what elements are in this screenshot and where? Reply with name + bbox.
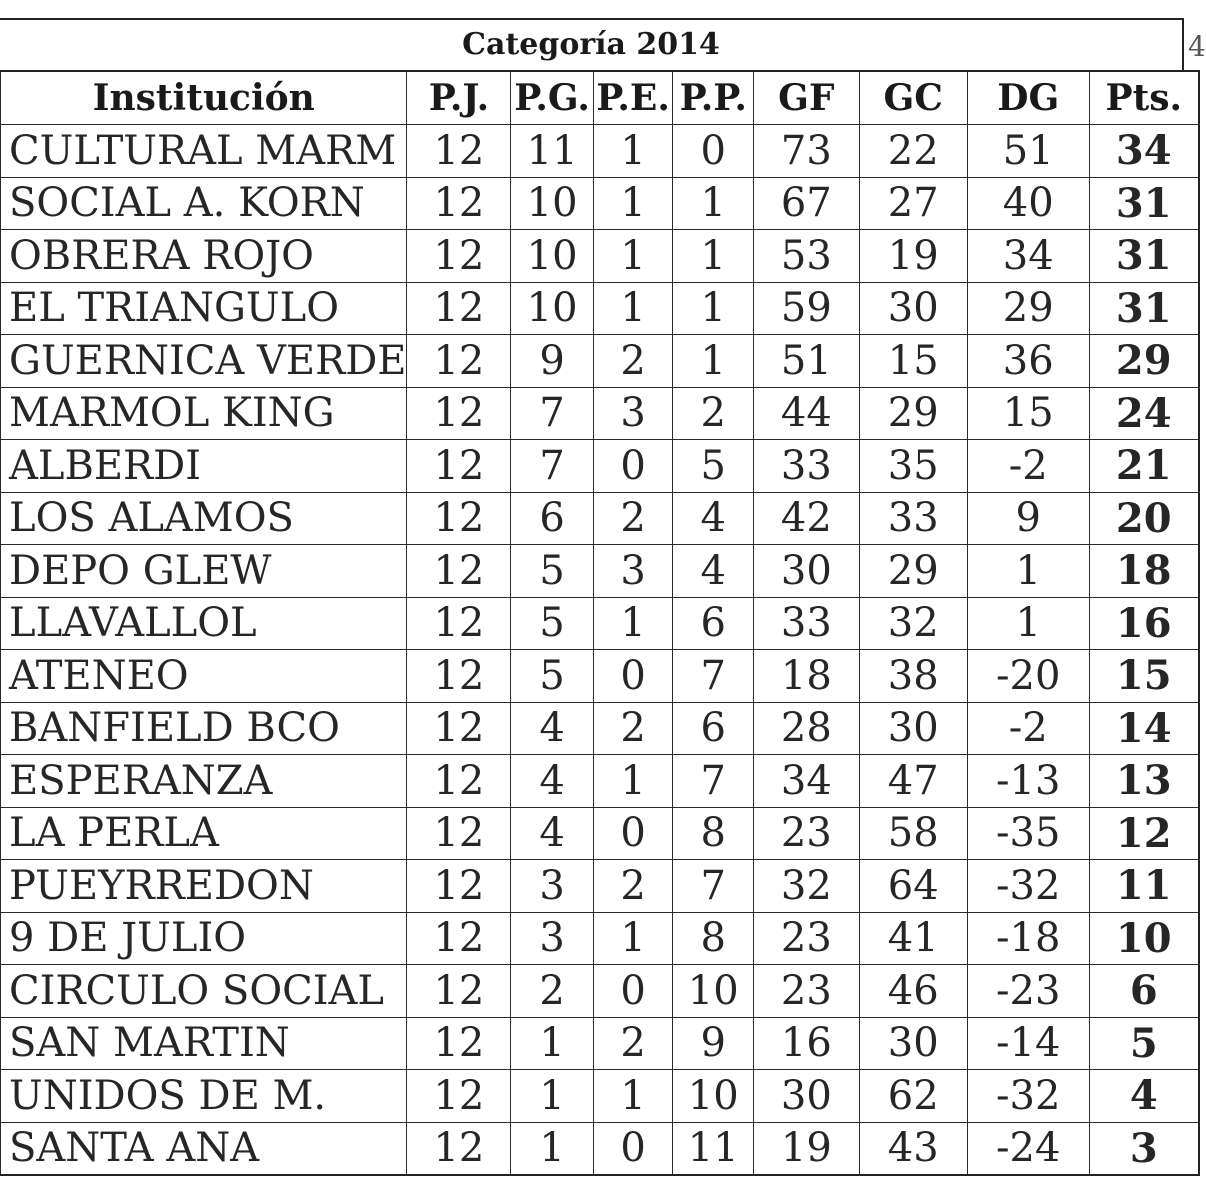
header-row [1, 71, 1200, 125]
cell-institucion: SAN MARTIN [1, 1017, 407, 1070]
cell-gf: 16 [754, 1017, 859, 1070]
table-row [1, 912, 1200, 965]
cell-pp: 2 [673, 387, 754, 440]
cell-pp: 10 [673, 965, 754, 1018]
cell-pp: 7 [673, 860, 754, 913]
cell-pe: 1 [593, 282, 673, 335]
cell-gc: 47 [859, 755, 967, 808]
cell-gf: 32 [754, 860, 859, 913]
cell-pj: 12 [407, 702, 511, 755]
cell-pj: 12 [407, 1017, 511, 1070]
cell-pj: 12 [407, 650, 511, 703]
cell-pts: 13 [1089, 755, 1199, 808]
cell-pts: 11 [1089, 860, 1199, 913]
cell-gc: 19 [859, 230, 967, 283]
cell-pe: 0 [593, 1122, 673, 1175]
cell-pg: 7 [511, 387, 593, 440]
cell-gf: 44 [754, 387, 859, 440]
cell-pj: 12 [407, 545, 511, 598]
cell-gf: 59 [754, 282, 859, 335]
cell-gc: 29 [859, 545, 967, 598]
cell-dg: 29 [967, 282, 1089, 335]
cell-gf: 51 [754, 335, 859, 388]
cell-pg: 1 [511, 1017, 593, 1070]
cell-institucion: OBRERA ROJO [1, 230, 407, 283]
cell-gf: 33 [754, 597, 859, 650]
cell-pg: 2 [511, 965, 593, 1018]
cell-pj: 12 [407, 282, 511, 335]
cell-pg: 1 [511, 1122, 593, 1175]
cell-pj: 12 [407, 335, 511, 388]
col-header-pts: Pts. [1089, 71, 1199, 125]
cell-pe: 2 [593, 702, 673, 755]
standings-table [0, 70, 1200, 1176]
cell-pts: 6 [1089, 965, 1199, 1018]
cell-pp: 5 [673, 440, 754, 493]
cell-pts: 14 [1089, 702, 1199, 755]
cell-dg: -24 [967, 1122, 1089, 1175]
cell-gc: 30 [859, 702, 967, 755]
table-row [1, 755, 1200, 808]
cell-pe: 2 [593, 1017, 673, 1070]
cell-gf: 23 [754, 912, 859, 965]
cell-pg: 5 [511, 650, 593, 703]
cell-pj: 12 [407, 387, 511, 440]
cell-pts: 20 [1089, 492, 1199, 545]
cell-dg: 36 [967, 335, 1089, 388]
col-header-dg: DG [967, 71, 1089, 125]
cell-pe: 1 [593, 1070, 673, 1123]
cell-pp: 11 [673, 1122, 754, 1175]
col-header-pg: P.G. [511, 71, 593, 125]
cell-dg: -2 [967, 440, 1089, 493]
cell-pp: 0 [673, 125, 754, 178]
cell-pg: 10 [511, 282, 593, 335]
cell-pg: 3 [511, 860, 593, 913]
cell-pe: 1 [593, 912, 673, 965]
cell-gf: 67 [754, 177, 859, 230]
table-row [1, 125, 1200, 178]
cell-pg: 4 [511, 755, 593, 808]
cell-pts: 18 [1089, 545, 1199, 598]
cell-pg: 10 [511, 230, 593, 283]
cell-pj: 12 [407, 1122, 511, 1175]
cell-pg: 7 [511, 440, 593, 493]
cell-institucion: ALBERDI [1, 440, 407, 493]
cell-dg: -32 [967, 1070, 1089, 1123]
cell-pg: 11 [511, 125, 593, 178]
cell-pg: 10 [511, 177, 593, 230]
cell-dg: -20 [967, 650, 1089, 703]
cell-pg: 3 [511, 912, 593, 965]
cell-pe: 1 [593, 597, 673, 650]
cell-pg: 5 [511, 545, 593, 598]
cell-pj: 12 [407, 597, 511, 650]
cell-institucion: UNIDOS DE M. [1, 1070, 407, 1123]
cell-pg: 1 [511, 1070, 593, 1123]
cell-pg: 5 [511, 597, 593, 650]
cell-dg: 1 [967, 597, 1089, 650]
cell-dg: -13 [967, 755, 1089, 808]
cell-pj: 12 [407, 1070, 511, 1123]
cell-pts: 21 [1089, 440, 1199, 493]
cell-pj: 12 [407, 440, 511, 493]
col-header-pe: P.E. [593, 71, 673, 125]
table-row [1, 440, 1200, 493]
cell-pp: 1 [673, 335, 754, 388]
table-title: Categoría 2014 [462, 27, 720, 62]
col-header-institucion: Institución [1, 71, 407, 125]
cell-gc: 58 [859, 807, 967, 860]
title-right-border [1182, 18, 1184, 70]
cell-pp: 6 [673, 597, 754, 650]
table-row [1, 1070, 1200, 1123]
cell-pp: 10 [673, 1070, 754, 1123]
cell-pts: 24 [1089, 387, 1199, 440]
cell-pp: 1 [673, 230, 754, 283]
cell-gc: 64 [859, 860, 967, 913]
cell-gc: 43 [859, 1122, 967, 1175]
cell-dg: -23 [967, 965, 1089, 1018]
cell-dg: 40 [967, 177, 1089, 230]
cell-gc: 30 [859, 282, 967, 335]
cell-pj: 12 [407, 807, 511, 860]
cell-dg: 34 [967, 230, 1089, 283]
cell-pj: 12 [407, 230, 511, 283]
cell-pe: 3 [593, 387, 673, 440]
cell-institucion: PUEYRREDON [1, 860, 407, 913]
cell-gc: 33 [859, 492, 967, 545]
cell-institucion: CULTURAL MARM [1, 125, 407, 178]
cell-institucion: CIRCULO SOCIAL [1, 965, 407, 1018]
cell-institucion: SOCIAL A. KORN [1, 177, 407, 230]
cell-pe: 1 [593, 125, 673, 178]
cell-gc: 41 [859, 912, 967, 965]
cell-pts: 10 [1089, 912, 1199, 965]
cell-pp: 4 [673, 492, 754, 545]
cell-gf: 23 [754, 807, 859, 860]
cell-gf: 53 [754, 230, 859, 283]
cell-gf: 28 [754, 702, 859, 755]
cell-pe: 0 [593, 965, 673, 1018]
cell-pp: 9 [673, 1017, 754, 1070]
table-row [1, 335, 1200, 388]
cell-pg: 6 [511, 492, 593, 545]
cell-gf: 19 [754, 1122, 859, 1175]
table-row [1, 230, 1200, 283]
cell-dg: -18 [967, 912, 1089, 965]
cell-pe: 0 [593, 650, 673, 703]
cell-pp: 7 [673, 650, 754, 703]
table-row [1, 702, 1200, 755]
cell-dg: 15 [967, 387, 1089, 440]
cell-pts: 31 [1089, 282, 1199, 335]
cell-gf: 23 [754, 965, 859, 1018]
table-row [1, 1017, 1200, 1070]
cell-gc: 22 [859, 125, 967, 178]
cell-pts: 5 [1089, 1017, 1199, 1070]
cell-institucion: SANTA ANA [1, 1122, 407, 1175]
cell-institucion: EL TRIANGULO [1, 282, 407, 335]
table-row [1, 965, 1200, 1018]
cell-pp: 7 [673, 755, 754, 808]
table-row [1, 492, 1200, 545]
table-row [1, 387, 1200, 440]
standings-body [1, 125, 1200, 1176]
cell-pp: 6 [673, 702, 754, 755]
cell-dg: 1 [967, 545, 1089, 598]
cell-pts: 4 [1089, 1070, 1199, 1123]
table-row [1, 282, 1200, 335]
stray-cell-mark: 4 [1188, 30, 1206, 63]
cell-pts: 31 [1089, 230, 1199, 283]
cell-gf: 34 [754, 755, 859, 808]
cell-pp: 1 [673, 282, 754, 335]
cell-gc: 32 [859, 597, 967, 650]
cell-pp: 4 [673, 545, 754, 598]
cell-institucion: BANFIELD BCO [1, 702, 407, 755]
cell-pj: 12 [407, 860, 511, 913]
cell-pe: 0 [593, 440, 673, 493]
cell-institucion: DEPO GLEW [1, 545, 407, 598]
cell-gf: 18 [754, 650, 859, 703]
cell-institucion: LOS ALAMOS [1, 492, 407, 545]
table-row [1, 650, 1200, 703]
cell-pe: 3 [593, 545, 673, 598]
cell-pg: 4 [511, 807, 593, 860]
cell-pp: 8 [673, 912, 754, 965]
cell-pts: 31 [1089, 177, 1199, 230]
cell-pj: 12 [407, 177, 511, 230]
cell-pe: 0 [593, 807, 673, 860]
table-row [1, 177, 1200, 230]
cell-gc: 29 [859, 387, 967, 440]
cell-dg: 51 [967, 125, 1089, 178]
table-row [1, 545, 1200, 598]
cell-pj: 12 [407, 965, 511, 1018]
cell-gf: 42 [754, 492, 859, 545]
cell-gc: 15 [859, 335, 967, 388]
cell-gf: 73 [754, 125, 859, 178]
cell-pe: 2 [593, 335, 673, 388]
col-header-gc: GC [859, 71, 967, 125]
cell-dg: 9 [967, 492, 1089, 545]
cell-dg: -32 [967, 860, 1089, 913]
cell-pg: 4 [511, 702, 593, 755]
col-header-pp: P.P. [673, 71, 754, 125]
cell-institucion: MARMOL KING [1, 387, 407, 440]
cell-gf: 30 [754, 545, 859, 598]
cell-institucion: LA PERLA [1, 807, 407, 860]
cell-pts: 12 [1089, 807, 1199, 860]
cell-gc: 30 [859, 1017, 967, 1070]
cell-gf: 30 [754, 1070, 859, 1123]
cell-pj: 12 [407, 492, 511, 545]
cell-pts: 16 [1089, 597, 1199, 650]
cell-pe: 2 [593, 860, 673, 913]
cell-pe: 1 [593, 755, 673, 808]
cell-gc: 27 [859, 177, 967, 230]
cell-dg: -2 [967, 702, 1089, 755]
cell-pj: 12 [407, 912, 511, 965]
cell-gf: 33 [754, 440, 859, 493]
cell-pts: 3 [1089, 1122, 1199, 1175]
cell-pts: 29 [1089, 335, 1199, 388]
cell-gc: 38 [859, 650, 967, 703]
cell-dg: -35 [967, 807, 1089, 860]
table-row [1, 860, 1200, 913]
cell-pj: 12 [407, 125, 511, 178]
cell-pts: 15 [1089, 650, 1199, 703]
cell-institucion: ESPERANZA [1, 755, 407, 808]
cell-institucion: 9 DE JULIO [1, 912, 407, 965]
cell-institucion: GUERNICA VERDE [1, 335, 407, 388]
table-row [1, 597, 1200, 650]
col-header-pj: P.J. [407, 71, 511, 125]
cell-pe: 1 [593, 230, 673, 283]
cell-pe: 2 [593, 492, 673, 545]
cell-pe: 1 [593, 177, 673, 230]
cell-gc: 62 [859, 1070, 967, 1123]
cell-pp: 8 [673, 807, 754, 860]
cell-pp: 1 [673, 177, 754, 230]
table-row [1, 1122, 1200, 1175]
cell-pj: 12 [407, 755, 511, 808]
cell-institucion: LLAVALLOL [1, 597, 407, 650]
col-header-gf: GF [754, 71, 859, 125]
cell-dg: -14 [967, 1017, 1089, 1070]
cell-pts: 34 [1089, 125, 1199, 178]
cell-pg: 9 [511, 335, 593, 388]
table-row [1, 807, 1200, 860]
cell-institucion: ATENEO [1, 650, 407, 703]
cell-gc: 35 [859, 440, 967, 493]
cell-gc: 46 [859, 965, 967, 1018]
